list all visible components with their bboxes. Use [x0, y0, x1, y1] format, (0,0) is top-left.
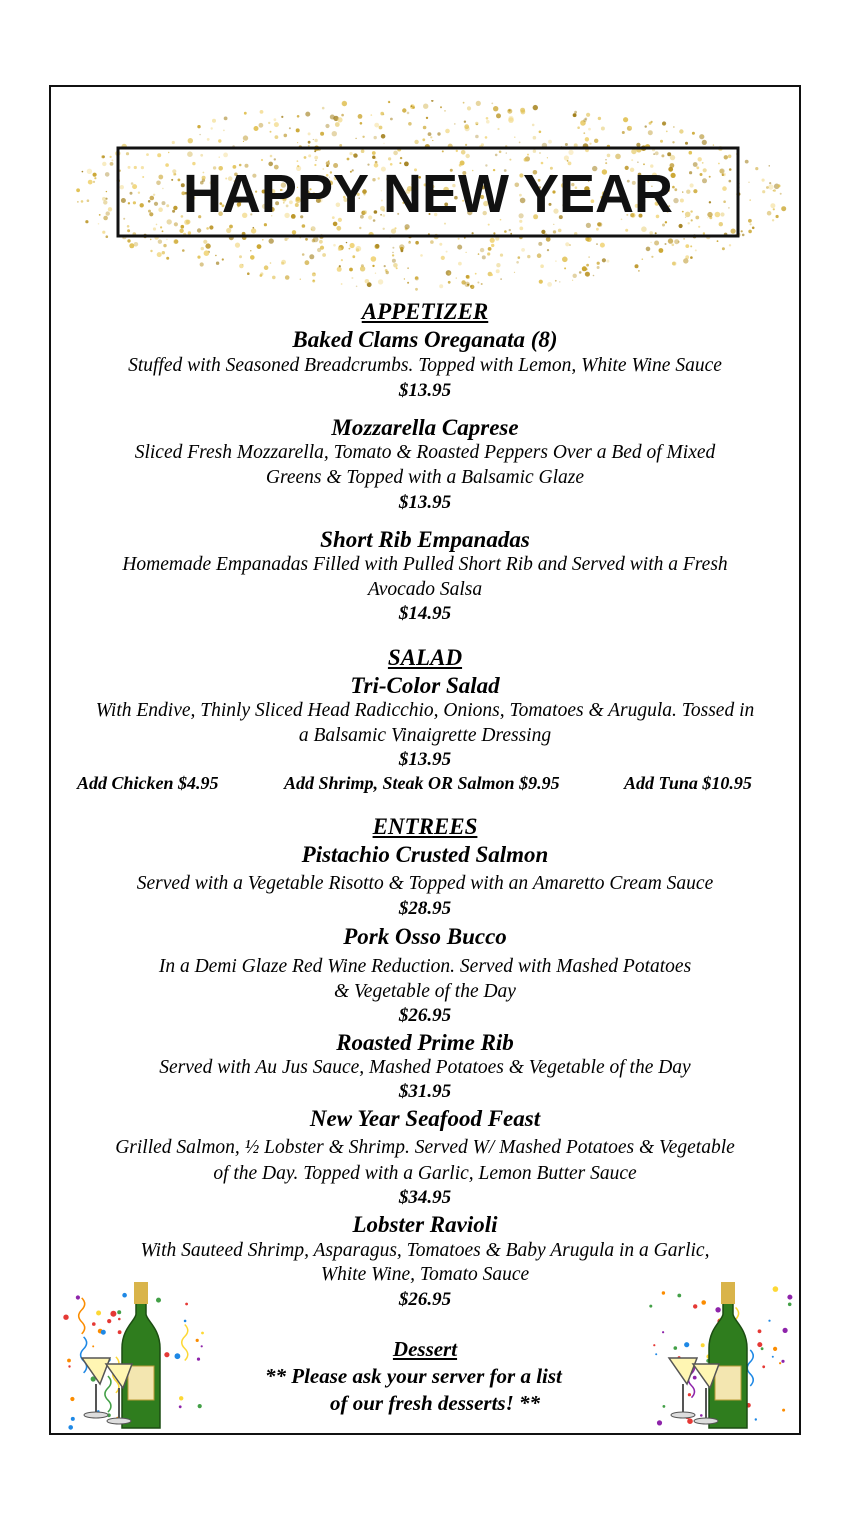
happy-new-year-banner	[60, 100, 795, 300]
item-price: $26.95	[398, 1005, 452, 1026]
appetizer-heading: APPETIZER	[361, 299, 489, 324]
item-desc: With Endive, Thinly Sliced Head Radicchio, Onions, Tomatoes & Arugula. Tossed in	[95, 700, 755, 721]
dessert-note-line1: ** Please ask your server for a list	[265, 1364, 562, 1388]
item-price: $34.95	[398, 1187, 452, 1208]
item-price: $13.95	[398, 492, 452, 513]
item-name: Baked Clams Oreganata (8)	[292, 327, 558, 352]
item-desc: Served with Au Jus Sauce, Mashed Potatoes & Vegetable of the Day	[159, 1057, 691, 1078]
item-price: $13.95	[398, 749, 452, 770]
item-price: $26.95	[398, 1289, 452, 1310]
addon-shrimp-steak-salmon: Add Shrimp, Steak OR Salmon $9.95	[284, 773, 560, 793]
champagne-celebration-icon	[645, 1278, 795, 1438]
dessert-heading: Dessert	[392, 1337, 458, 1361]
item-name: Lobster Ravioli	[352, 1212, 498, 1237]
item-desc: of the Day. Topped with a Garlic, Lemon Butter Sauce	[213, 1163, 637, 1184]
item-desc: In a Demi Glaze Red Wine Reduction. Served with Mashed Potatoes	[158, 956, 692, 977]
item-name: Pork Osso Bucco	[343, 924, 507, 949]
item-desc: Avocado Salsa	[367, 579, 483, 600]
item-desc: Stuffed with Seasoned Breadcrumbs. Topped with Lemon, White Wine Sauce	[128, 355, 722, 376]
item-desc: Grilled Salmon, ½ Lobster & Shrimp. Served W/ Mashed Potatoes & Vegetable	[115, 1137, 735, 1158]
champagne-celebration-icon	[58, 1278, 208, 1438]
item-desc: Served with a Vegetable Risotto & Topped with an Amaretto Cream Sauce	[136, 873, 714, 894]
entrees-heading: ENTREES	[372, 814, 478, 839]
item-desc: & Vegetable of the Day	[334, 981, 516, 1002]
dessert-note-line2: of our fresh desserts! **	[330, 1391, 541, 1415]
item-desc: a Balsamic Vinaigrette Dressing	[298, 725, 552, 746]
item-price: $13.95	[398, 380, 452, 401]
item-name: New Year Seafood Feast	[309, 1106, 541, 1131]
item-name: Roasted Prime Rib	[336, 1030, 514, 1055]
banner-title: HAPPY NEW YEAR	[182, 164, 674, 224]
item-price: $28.95	[398, 898, 452, 919]
item-desc: With Sauteed Shrimp, Asparagus, Tomatoes & Baby Arugula in a Garlic,	[140, 1240, 710, 1261]
item-name: Tri-Color Salad	[350, 673, 500, 698]
item-desc: White Wine, Tomato Sauce	[320, 1264, 530, 1285]
item-desc: Greens & Topped with a Balsamic Glaze	[265, 467, 585, 488]
item-desc: Sliced Fresh Mozzarella, Tomato & Roasted Peppers Over a Bed of Mixed	[134, 442, 716, 463]
item-price: $14.95	[398, 603, 452, 624]
item-name: Short Rib Empanadas	[320, 527, 530, 552]
item-price: $31.95	[398, 1081, 452, 1102]
item-name: Pistachio Crusted Salmon	[301, 842, 549, 867]
item-desc: Homemade Empanadas Filled with Pulled Short Rib and Served with a Fresh	[122, 554, 728, 575]
addon-tuna: Add Tuna $10.95	[624, 773, 752, 793]
salad-heading: SALAD	[387, 645, 463, 670]
addon-chicken: Add Chicken $4.95	[77, 773, 219, 793]
item-name: Mozzarella Caprese	[331, 415, 519, 440]
